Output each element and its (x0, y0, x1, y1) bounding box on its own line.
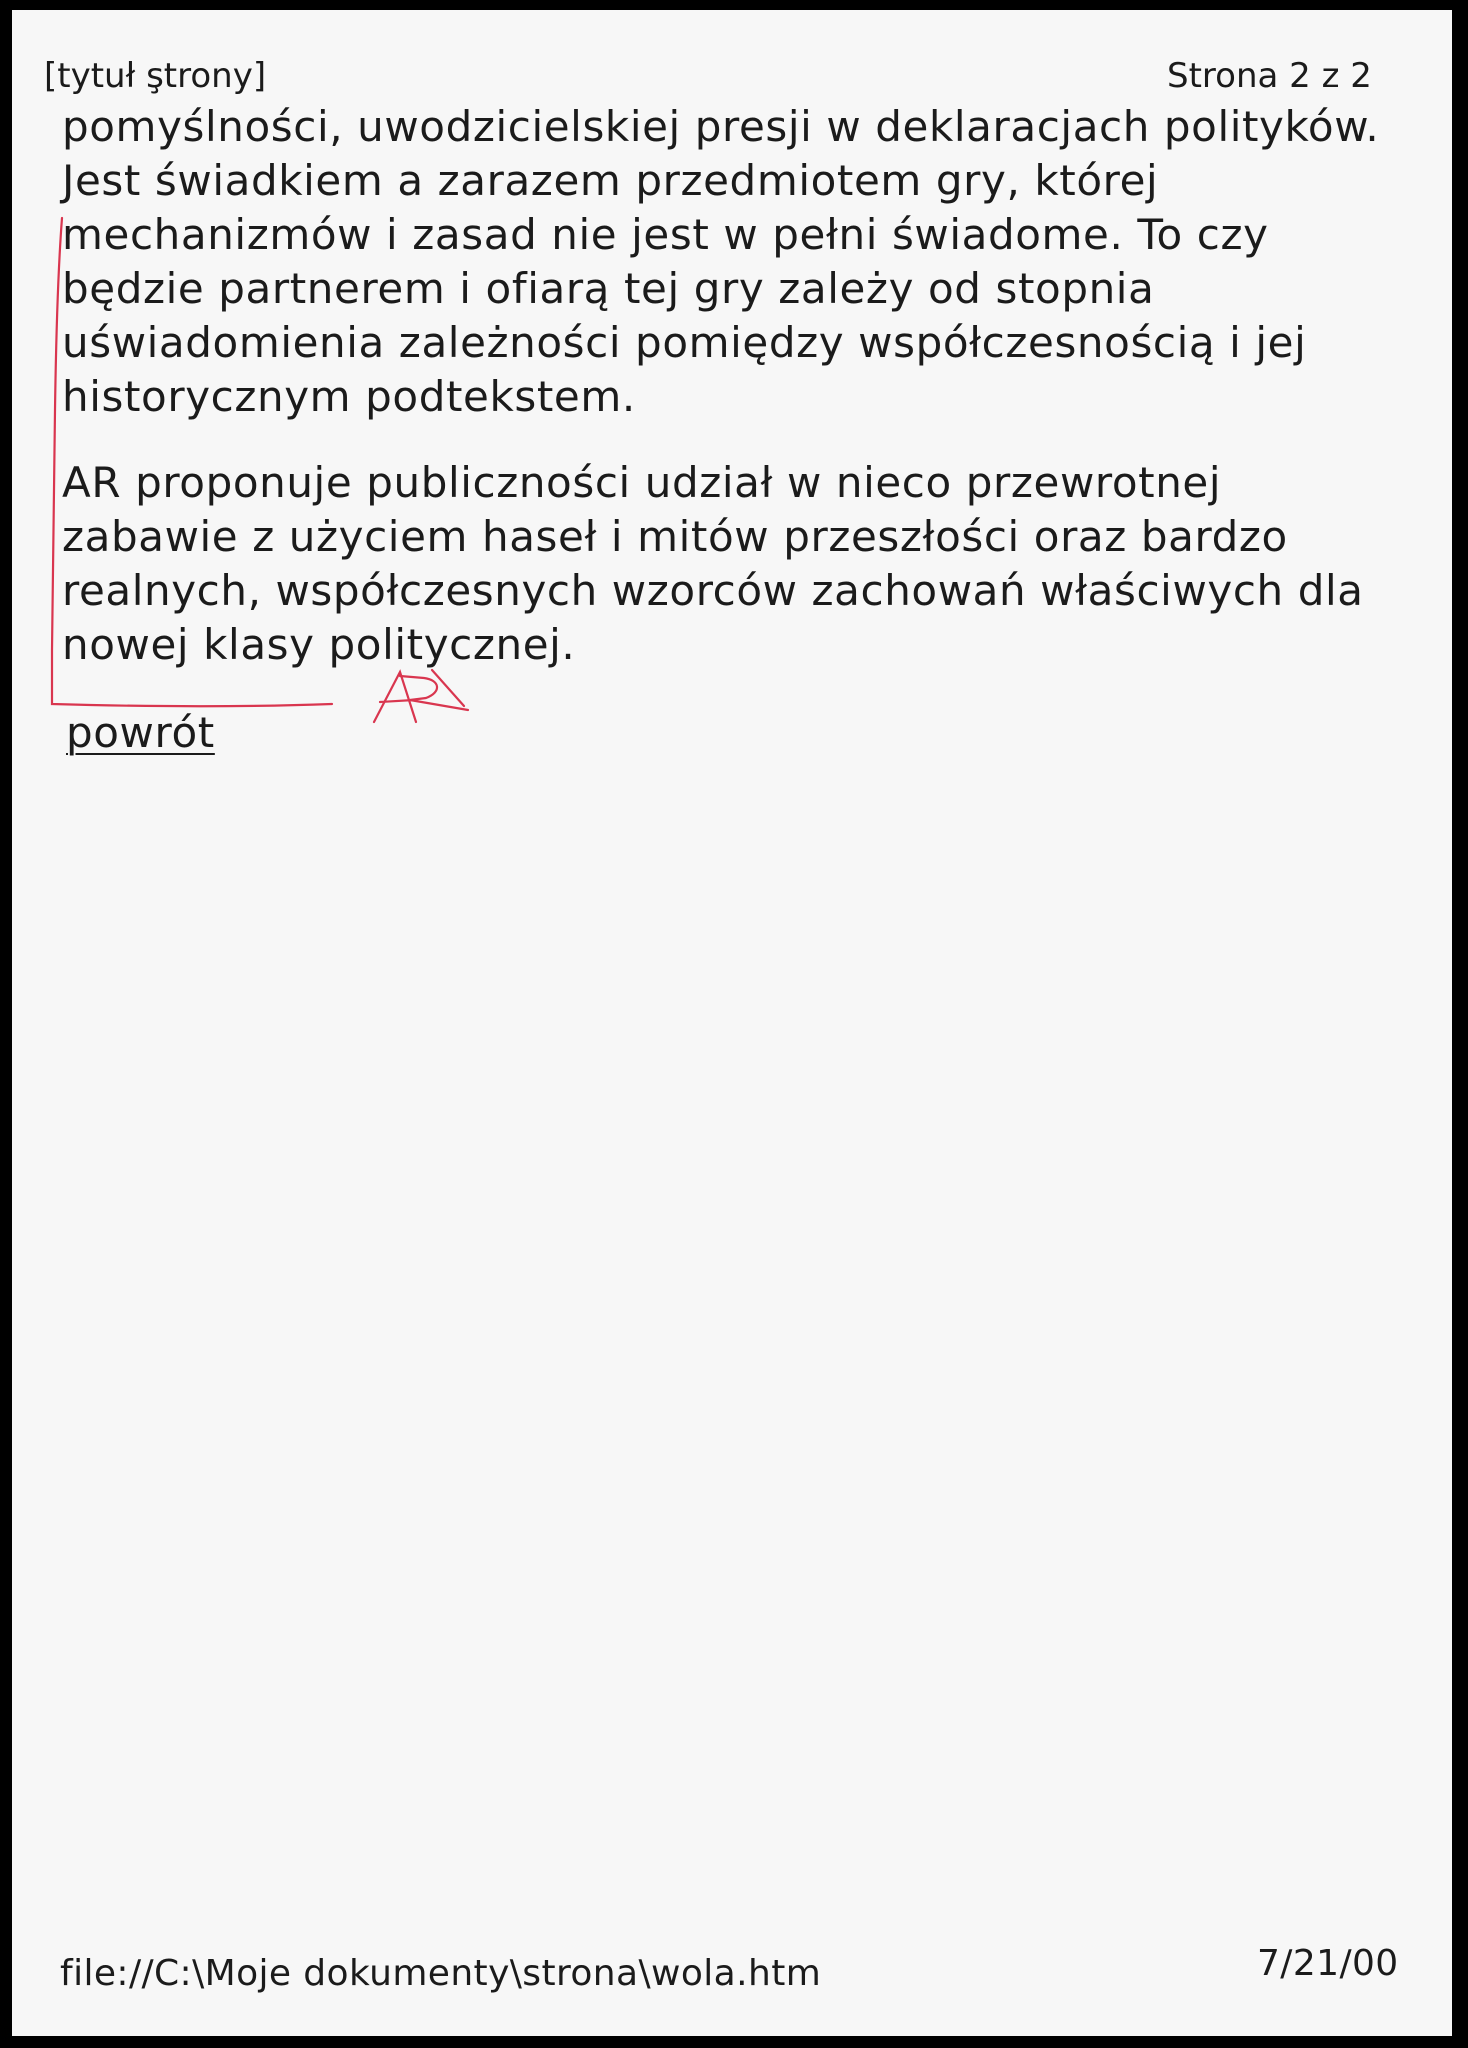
scanned-page (12, 10, 1452, 2036)
text-line: zabawie z użyciem haseł i mitów przeszłości oraz bardzo (62, 512, 1288, 561)
footer-date: 7/21/00 (1257, 1943, 1399, 1984)
text-line: historycznym podtekstem. (62, 372, 636, 421)
page-title-placeholder: [tytuł ştrony] (44, 56, 267, 96)
text-line: AR proponuje publiczności udział w nieco przewrotnej (62, 458, 1222, 507)
margin-bracket (52, 218, 332, 706)
text-line: będzie partnerem i ofiarą tej gry zależy od stopnia (62, 264, 1155, 313)
text-line: nowej klasy politycznej. (62, 620, 576, 669)
text-line: pomyślności, uwodzicielskiej presji w deklaracjach polityków. (62, 102, 1380, 151)
page-counter: Strona 2 z 2 (1167, 56, 1372, 96)
footer-file-path: file://C:\Moje dokumenty\strona\wola.htm (60, 1953, 822, 1994)
text-line: realnych, współczesnych wzorców zachowań właściwych dla (62, 566, 1364, 615)
back-link[interactable]: powrót (66, 708, 215, 757)
handwritten-annotations (12, 10, 1452, 2036)
text-line: Jest świadkiem a zarazem przedmiotem gry, której (62, 156, 1159, 205)
initials-ar (374, 670, 468, 722)
text-line: mechanizmów i zasad nie jest w pełni świadome. To czy (62, 210, 1269, 259)
text-line: uświadomienia zależności pomiędzy współczesnością i jej (62, 318, 1307, 367)
